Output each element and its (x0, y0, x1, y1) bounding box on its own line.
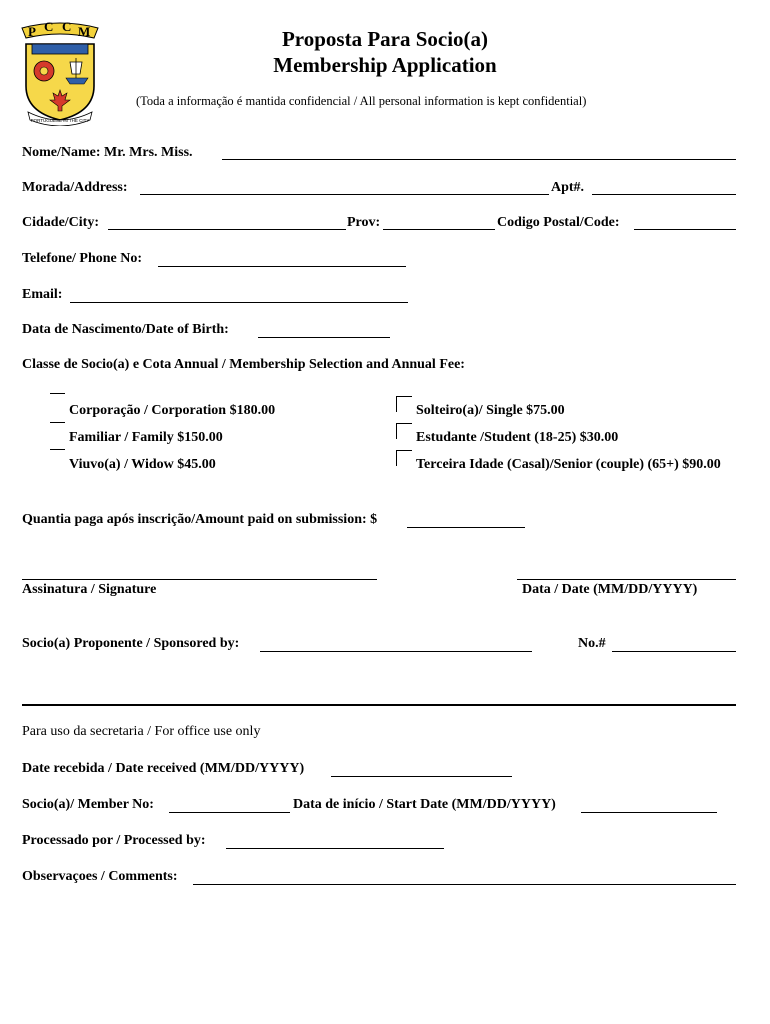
option-senior-couple: Terceira Idade (Casal)/Senior (couple) (65+) $90.00 (416, 457, 721, 472)
logo-motto: PORTUGUESE IN THE CITY (30, 118, 90, 123)
checkbox-single[interactable] (396, 396, 412, 412)
phone-label: Telefone/ Phone No: (22, 251, 143, 266)
prov-field[interactable] (383, 229, 495, 230)
postal-code-label: Codigo Postal/Code: (497, 215, 620, 230)
email-label: Email: (22, 287, 63, 302)
signature-field[interactable] (22, 579, 377, 580)
comments-label: Observaçoes / Comments: (22, 869, 178, 884)
office-use-heading: Para uso da secretaria / For office use only (22, 724, 261, 739)
checkbox-corporation[interactable] (50, 393, 65, 394)
apt-label: Apt#. (551, 180, 585, 195)
dob-field[interactable] (258, 337, 390, 338)
city-label: Cidade/City: (22, 215, 99, 230)
processed-by-field[interactable] (226, 848, 444, 849)
amount-paid-field[interactable] (407, 527, 525, 528)
name-field[interactable] (222, 159, 736, 160)
processed-by-label: Processado por / Processed by: (22, 833, 206, 848)
phone-field[interactable] (158, 266, 406, 267)
option-single: Solteiro(a)/ Single $75.00 (416, 403, 565, 418)
sponsor-number-field[interactable] (612, 651, 736, 652)
option-family: Familiar / Family $150.00 (69, 430, 223, 445)
start-date-label: Data de início / Start Date (MM/DD/YYYY) (293, 797, 556, 812)
amount-paid-label: Quantia paga após inscrição/Amount paid on submission: $ (22, 512, 378, 527)
checkbox-senior-couple[interactable] (396, 450, 412, 466)
postal-code-field[interactable] (634, 229, 736, 230)
signature-date-field[interactable] (517, 579, 736, 580)
option-widow: Viuvo(a) / Widow $45.00 (69, 457, 216, 472)
logo-letter-c2: C (62, 19, 72, 34)
name-label: Nome/Name: Mr. Mrs. Miss. (22, 145, 193, 160)
membership-heading: Classe de Socio(a) e Cota Annual / Membership Selection and Annual Fee: (22, 357, 465, 372)
address-label: Morada/Address: (22, 180, 128, 195)
start-date-field[interactable] (581, 812, 717, 813)
sponsor-number-label: No.# (578, 636, 606, 651)
club-crest-logo (18, 16, 102, 126)
logo-letter-m: M (78, 24, 91, 39)
signature-label: Assinatura / Signature (22, 582, 157, 597)
option-student: Estudante /Student (18-25) $30.00 (416, 430, 619, 445)
member-no-label: Socio(a)/ Member No: (22, 797, 154, 812)
prov-label: Prov: (347, 215, 381, 230)
signature-date-label: Data / Date (MM/DD/YYYY) (522, 582, 698, 597)
sponsor-label: Socio(a) Proponente / Sponsored by: (22, 636, 240, 651)
city-field[interactable] (108, 229, 346, 230)
checkbox-family[interactable] (50, 422, 65, 423)
email-field[interactable] (70, 302, 408, 303)
checkbox-student[interactable] (396, 423, 412, 439)
dob-label: Data de Nascimento/Date of Birth: (22, 322, 229, 337)
sponsor-field[interactable] (260, 651, 532, 652)
comments-field[interactable] (193, 884, 736, 885)
date-received-field[interactable] (331, 776, 512, 777)
logo-letter-p: P (28, 24, 36, 39)
office-use-divider (22, 704, 736, 706)
logo-letter-c1: C (44, 19, 54, 34)
apt-field[interactable] (592, 194, 736, 195)
option-corporation: Corporação / Corporation $180.00 (69, 403, 276, 418)
title-english: Membership Application (273, 53, 497, 77)
title-portuguese: Proposta Para Socio(a) (281, 27, 489, 51)
date-received-label: Date recebida / Date received (MM/DD/YYYY) (22, 761, 305, 776)
checkbox-widow[interactable] (50, 449, 65, 450)
member-no-field[interactable] (169, 812, 290, 813)
address-field[interactable] (140, 194, 549, 195)
confidential-note: (Toda a informação é mantida confidencial / All personal information is kept confidential) (136, 94, 587, 108)
